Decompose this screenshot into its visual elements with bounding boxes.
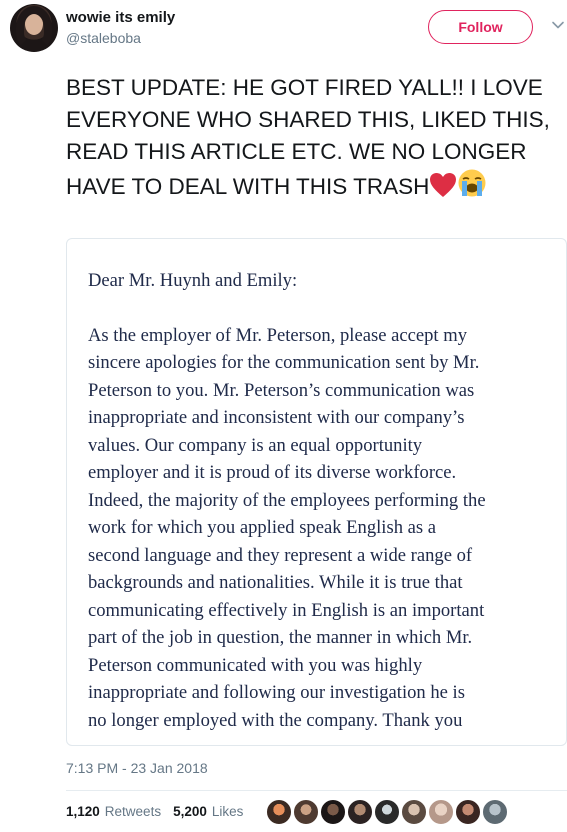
likes-stat[interactable]: [173, 804, 243, 819]
red-heart-icon: [429, 172, 457, 198]
tweet-text-content: BEST UPDATE: HE GOT FIRED YALL!! I LOVE EVERYONE WHO SHARED THIS, LIKED THIS, READ THIS ARTICLE ETC. WE NO LONGER HAVE TO DEAL WITH THIS TRASH: [66, 75, 550, 199]
letter-line: work for which you applied speak English as a: [88, 517, 437, 538]
letter-line: employer and it is proud of its diverse workforce.: [88, 462, 457, 483]
letter-line: part of the job in question, the manner in which Mr.: [88, 627, 473, 648]
avatar-hair: [16, 6, 52, 50]
retweets-stat[interactable]: [66, 804, 161, 819]
letter-content: [88, 267, 558, 734]
tweet-timestamp[interactable]: 7:13 PM - 23 Jan 2018: [66, 760, 208, 776]
letter-line: no longer employed with the company. Thank you: [88, 709, 463, 731]
retweets-label: Retweets: [104, 804, 162, 819]
user-handle[interactable]: @staleboba: [66, 30, 141, 46]
liker-avatar[interactable]: [455, 799, 481, 825]
liker-avatar[interactable]: [401, 799, 427, 825]
letter-line: inappropriate and inconsistent with our company’s: [88, 407, 465, 428]
letter-line: inappropriate and following our investigation he is: [88, 682, 465, 703]
letter-line: Peterson to you. Mr. Peterson’s communication was: [88, 379, 475, 401]
letter-line: values. Our company is an equal opportunity: [88, 434, 423, 456]
likes-count: 5,200: [173, 804, 207, 819]
liker-avatar[interactable]: [482, 799, 508, 825]
tweet-text: [66, 72, 558, 203]
letter-body: [88, 322, 558, 735]
letter-line: Indeed, the majority of the employees performing the: [88, 489, 486, 511]
letter-image[interactable]: [66, 238, 567, 746]
likes-label: Likes: [211, 804, 244, 819]
liker-avatars: [266, 799, 509, 825]
retweets-count: 1,120: [66, 804, 100, 819]
liker-avatar[interactable]: [293, 799, 319, 825]
liker-avatar[interactable]: [320, 799, 346, 825]
display-name[interactable]: wowie its emily: [66, 9, 176, 26]
tweet-header: [0, 0, 567, 60]
loudly-crying-face-icon: [457, 168, 487, 198]
liker-avatar[interactable]: [428, 799, 454, 825]
letter-line: sincere apologies for the communication sent by Mr.: [88, 352, 480, 373]
avatar[interactable]: [10, 4, 58, 52]
letter-line: communicating effectively in English is an important: [88, 599, 485, 621]
letter-line: second language and they represent a wide range of: [88, 544, 473, 566]
liker-avatar[interactable]: [374, 799, 400, 825]
tweet-stats: [66, 804, 255, 819]
liker-avatar[interactable]: [347, 799, 373, 825]
letter-line: backgrounds and nationalities. While it is true that: [88, 572, 463, 593]
chevron-down-icon[interactable]: [551, 18, 565, 32]
liker-avatar[interactable]: [266, 799, 292, 825]
letter-line: Peterson communicated with you was highly: [88, 654, 423, 676]
letter-line: As the employer of Mr. Peterson, please accept my: [88, 324, 467, 346]
letter-salutation: Dear Mr. Huynh and Emily:: [88, 270, 298, 291]
follow-button[interactable]: Follow: [428, 10, 533, 44]
divider: [66, 790, 567, 791]
